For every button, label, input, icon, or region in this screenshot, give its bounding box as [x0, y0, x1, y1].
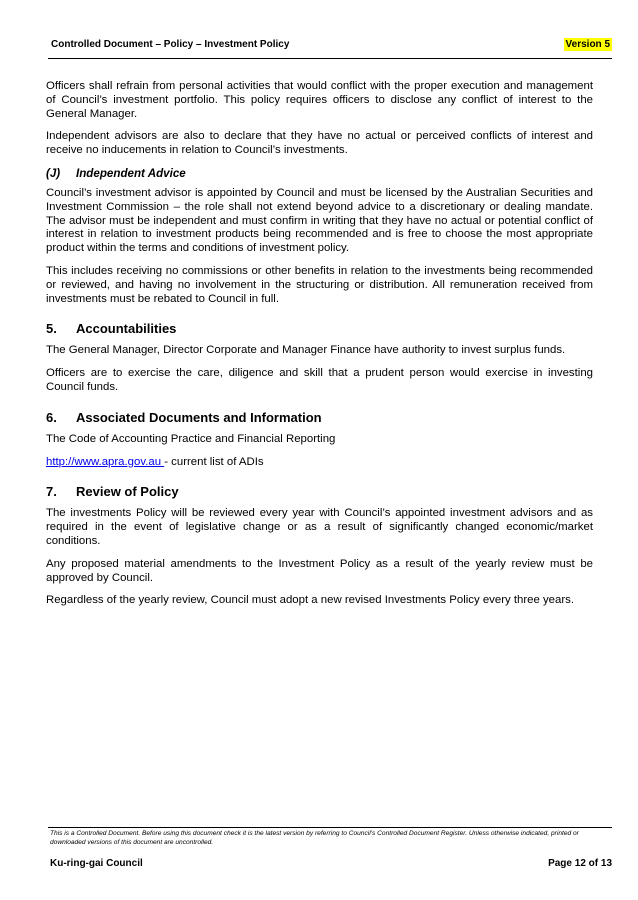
subsection-title: Independent Advice [76, 166, 186, 180]
paragraph-conflict-of-interest: Officers shall refrain from personal activities that would conflict with the proper execution and management of Council’s investment portfolio. This policy requires officers to disclose any conflict of interest to the General Manager. [46, 80, 593, 120]
section-number: 6. [46, 409, 57, 425]
page-header [48, 38, 612, 59]
paragraph-advisor-declaration: Independent advisors are also to declare that they have no actual or perceived conflicts of interest and receive no inducements in relation to Council’s investments. [46, 130, 593, 157]
section-title: Review of Policy [76, 484, 179, 500]
section-number: 5. [46, 321, 57, 337]
subsection-heading-independent-advice [46, 167, 593, 180]
page-number: Page 12 of 13 [548, 858, 612, 869]
apra-link-description: - current list of ADIs [164, 455, 264, 468]
organisation-name: Ku-ring-gai Council [50, 858, 143, 869]
paragraph-apra-link [46, 456, 593, 470]
paragraph-amendments-approval: Any proposed material amendments to the Investment Policy as a result of the yearly review must be approved by Council. [46, 557, 593, 584]
subsection-letter: (J) [46, 166, 61, 180]
paragraph-officer-care: Officers are to exercise the care, diligence and skill that a prudent person would exercise in investing Council funds. [46, 367, 593, 393]
page-footer [48, 827, 612, 869]
section-heading-associated-documents [46, 410, 593, 425]
controlled-document-notice: This is a Controlled Document. Before using this document check it is the latest version by referring to Council’s Controlled Document Register. Unless otherwise indicated, printed or downloaded versions of this document are uncontrolled. [50, 830, 579, 846]
section-heading-accountabilities [46, 321, 593, 336]
apra-link[interactable]: http://www.apra.gov.au [46, 455, 165, 468]
paragraph-annual-review: The investments Policy will be reviewed every year with Council’s appointed investment advisors and as required in the event of legislative change or as a result of significantly changed economic/market conditions. [46, 507, 593, 547]
paragraph-code-of-accounting: The Code of Accounting Practice and Financial Reporting [46, 432, 336, 445]
document-body [46, 80, 593, 617]
paragraph-investment-authority: The General Manager, Director Corporate and Manager Finance have authority to invest surplus funds. [46, 344, 566, 357]
paragraph-advisor-licensing: Council’s investment advisor is appointed by Council and must be licensed by the Australian Securities and Investment Commission – the role shall not extend beyond advice to a discretionary or dealing mandate. The advisor must be independent and must confirm in writing that they have no actual or potential conflict of interest in relation to investment products being recommended and is free to choose the most appropriate product within the terms and conditions of investment policy. [46, 186, 593, 255]
paragraph-triennial-adoption: Regardless of the yearly review, Council must adopt a new revised Investments Policy every three years. [46, 594, 575, 607]
paragraph-advisor-remuneration: This includes receiving no commissions or other benefits in relation to the investments being recommended or reviewed, and having no involvement in the structuring or distribution. All remuneration received from investments must be rebated to Council in full. [46, 264, 593, 305]
section-number: 7. [46, 484, 57, 500]
section-heading-review-of-policy [46, 484, 593, 499]
version-badge: Version 5 [565, 39, 610, 50]
document-title: Controlled Document – Policy – Investment Policy [51, 39, 290, 50]
section-title: Associated Documents and Information [76, 409, 322, 425]
section-title: Accountabilities [76, 321, 177, 337]
